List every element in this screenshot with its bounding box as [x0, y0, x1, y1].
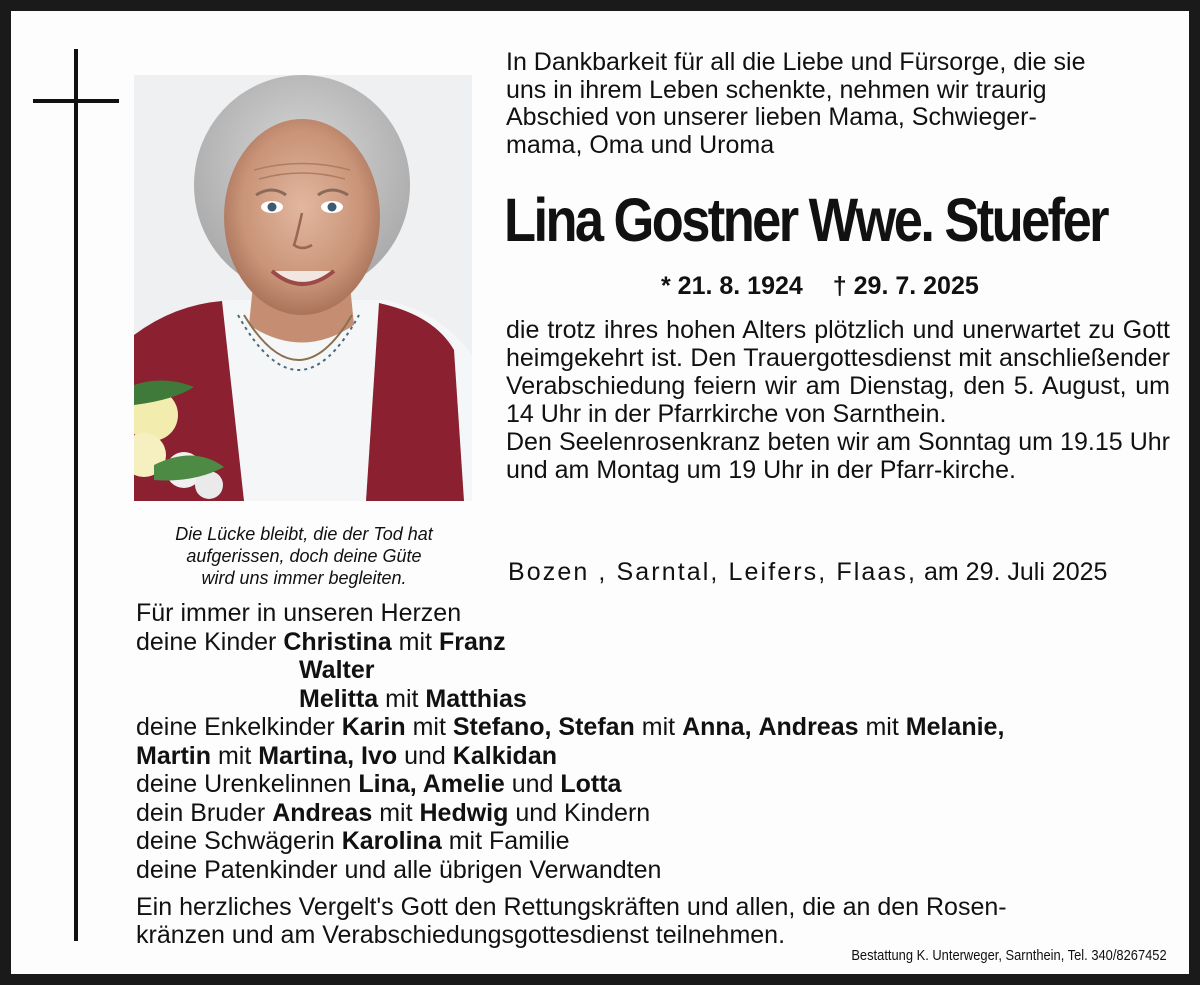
birth-date: * 21. 8. 1924 — [661, 272, 803, 300]
memorial-caption: Die Lücke bleibt, die der Tod hat aufgerissen, doch deine Güte wird uns immer begleiten. — [175, 524, 433, 588]
notice-date: am 29. Juli 2025 — [924, 558, 1108, 586]
family-list — [136, 599, 1176, 884]
grandchildren-line: Martin mit Martina, Ivo und Kalkidan — [136, 741, 557, 770]
place-and-date — [508, 558, 1172, 586]
children-line: deine Kinder Christina mit Franz — [136, 627, 506, 656]
portrait-photo — [134, 75, 472, 501]
family-header: Für immer in unseren Herzen — [136, 599, 462, 627]
funeral-service-paragraph: die trotz ihres hohen Alters plötzlich und unerwartet zu Gott heimgekehrt ist. Den Trauergottesdienst mit anschließender Verabschiedung feiern wir am Dienstag, den 5. August, um 14 Uhr in der Pfarrkirche von Sarnthein. — [506, 316, 1170, 428]
brother-line: dein Bruder Andreas mit Hedwig und Kindern — [136, 798, 651, 827]
children-line: Melitta mit Matthias — [299, 684, 527, 713]
cross-icon-vertical — [74, 49, 78, 941]
portrait-illustration — [134, 75, 472, 501]
funeral-home: Bestattung K. Unterweger, Sarnthein, Tel. 340/8267452 — [851, 947, 1167, 964]
children-line: Walter — [299, 656, 375, 684]
cross-icon-horizontal — [33, 99, 119, 103]
great-grandchildren-line: deine Urenkelinnen Lina, Amelie und Lotta — [136, 770, 622, 798]
rosary-paragraph: Den Seelenrosenkranz beten wir am Sonntag um 19.15 Uhr und am Montag um 19 Uhr in der Pfarr-kirche. — [506, 428, 1170, 484]
grandchildren-line: deine Enkelkinder Karin mit Stefano, Stefan mit Anna, Andreas mit Melanie, — [136, 713, 1005, 741]
obituary-notice — [11, 11, 1189, 974]
deceased-name: Lina Gostner Wwe. Stuefer — [504, 186, 1108, 254]
announcement-text — [506, 316, 1170, 484]
intro-text: In Dankbarkeit für all die Liebe und Fürsorge, die sie uns in ihrem Leben schenkte, nehmen wir traurig Abschied von unserer lieben Mama, Schwieger- mama, Oma und Uroma — [506, 48, 1086, 159]
places: Bozen , Sarntal, Leifers, Flaas, — [508, 558, 918, 586]
godchildren-line: deine Patenkinder und alle übrigen Verwandten — [136, 855, 662, 884]
life-dates — [661, 271, 979, 301]
sister-in-law-line: deine Schwägerin Karolina mit Familie — [136, 827, 570, 855]
thanks-text: Ein herzliches Vergelt's Gott den Rettungskräften und allen, die an den Rosen- kränzen und am Verabschiedungsgottesdienst teilnehmen. — [136, 893, 1007, 949]
death-date: † 29. 7. 2025 — [832, 272, 979, 300]
